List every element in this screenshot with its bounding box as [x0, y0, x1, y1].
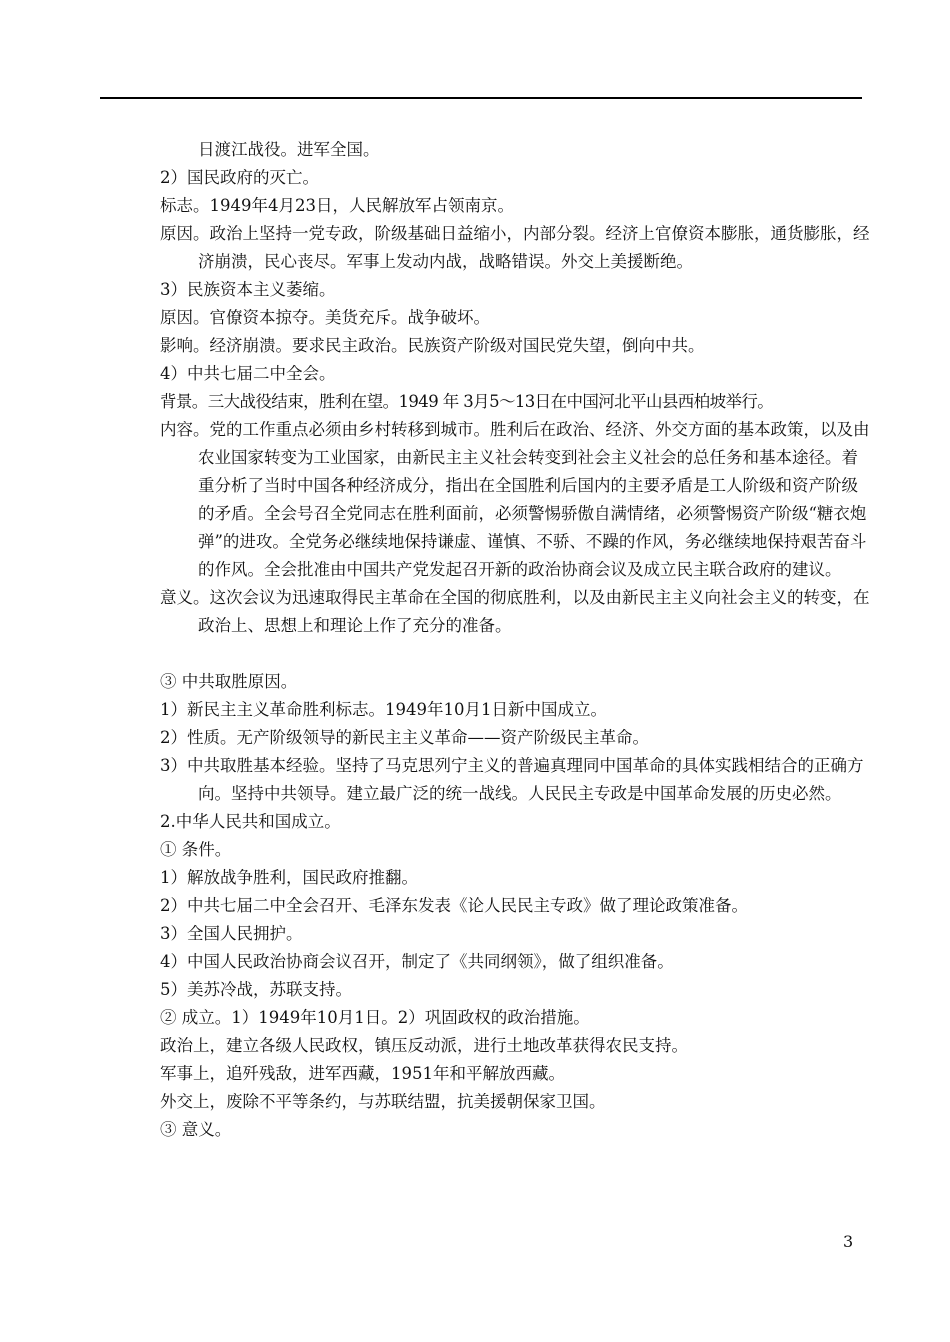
text-line: 4）中共七届二中全会。: [160, 364, 336, 383]
paragraph-gap: [160, 640, 870, 668]
section-heading: ① 条件。: [160, 840, 232, 859]
text-paragraph: 原因。政治上坚持一党专政，阶级基础日益缩小，内部分裂。经济上官僚资本膨胀，通货膨胀，经济崩溃，民心丧尽。军事上发动内战，战略错误。外交上美援断绝。: [160, 224, 870, 271]
text-line: 1）新民主主义革命胜利标志。1949年10月1日新中国成立。: [160, 700, 607, 719]
text-line: 原因。官僚资本掠夺。美货充斥。战争破坏。: [160, 308, 490, 327]
document-body: [160, 136, 870, 1144]
text-line: 3）全国人民拥护。: [160, 924, 303, 943]
text-line: 军事上，追歼残敌，进军西藏，1951年和平解放西藏。: [160, 1064, 565, 1083]
text-line: 5）美苏冷战，苏联支持。: [160, 980, 352, 999]
text-line: [160, 948, 870, 976]
text-paragraph: 3）中共取胜基本经验。坚持了马克思列宁主义的普遍真理同中国革命的具体实践相结合的正确方向。坚持中共领导。建立最广泛的统一战线。人民民主专政是中国革命发展的历史必然。: [160, 756, 864, 803]
text-line: 2）国民政府的灭亡。: [160, 168, 319, 187]
text-line: 2）性质。无产阶级领导的新民主主义革命——资产阶级民主革命。: [160, 728, 649, 747]
page-number: 3: [843, 1232, 854, 1251]
text-span: 4）中国人民政治协商会议召开，制定了《共同纲领》，做了组织准备。: [160, 952, 674, 971]
text-line: 3）民族资本主义萎缩。: [160, 280, 336, 299]
text-paragraph: 意义。这次会议为迅速取得民主革命在全国的彻底胜利，以及由新民主主义向社会主义的转变，在政治上、思想上和理论上作了充分的准备。: [160, 588, 870, 635]
text-line: 影响。经济崩溃。要求民主政治。民族资产阶级对国民党失望，倒向中共。: [160, 336, 705, 355]
section-heading: ③ 中共取胜原因。: [160, 672, 298, 691]
text-line: 标志。1949年4月23日，人民解放军占领南京。: [160, 196, 514, 215]
header-rule: [100, 97, 862, 99]
section-heading: ③ 意义。: [160, 1120, 232, 1139]
text-line: 日渡江战役。进军全国。: [198, 140, 380, 159]
section-heading: 2.中华人民共和国成立。: [160, 812, 341, 831]
text-paragraph: 内容。党的工作重点必须由乡村转移到城市。胜利后在政治、经济、外交方面的基本政策，以及由农业国家转变为工业国家，由新民主主义社会转变到社会主义社会的总任务和基本途径。着重分析了当时中国各种经济成分，指出在全国胜利后国内的主要矛盾是工人阶级和资产阶级的矛盾。全会号召全党同志在胜利面前，必须警惕骄傲自满情绪，必须警惕资产阶级“糖衣炮弹”的进攻。全党务必继续地保持谦虚、谨慎、不骄、不躁的作风，务必继续地保持艰苦奋斗的作风。全会批准由中国共产党发起召开新的政治协商会议及成立民主联合政府的建议。: [160, 420, 870, 579]
text-line: 2）中共七届二中全会召开、毛泽东发表《论人民民主专政》做了理论政策准备。: [160, 896, 748, 915]
text-line: 1）解放战争胜利，国民政府推翻。: [160, 868, 418, 887]
text-line: 背景。三大战役结束，胜利在望。1949 年 3月5～13日在中国河北平山县西柏坡举行。: [160, 392, 774, 411]
text-line: 政治上，建立各级人民政权，镇压反动派，进行土地改革获得农民支持。: [160, 1036, 688, 1055]
section-heading: ② 成立。1）1949年10月1日。2）巩固政权的政治措施。: [160, 1008, 590, 1027]
text-line: 外交上，废除不平等条约，与苏联结盟，抗美援朝保家卫国。: [160, 1092, 606, 1111]
